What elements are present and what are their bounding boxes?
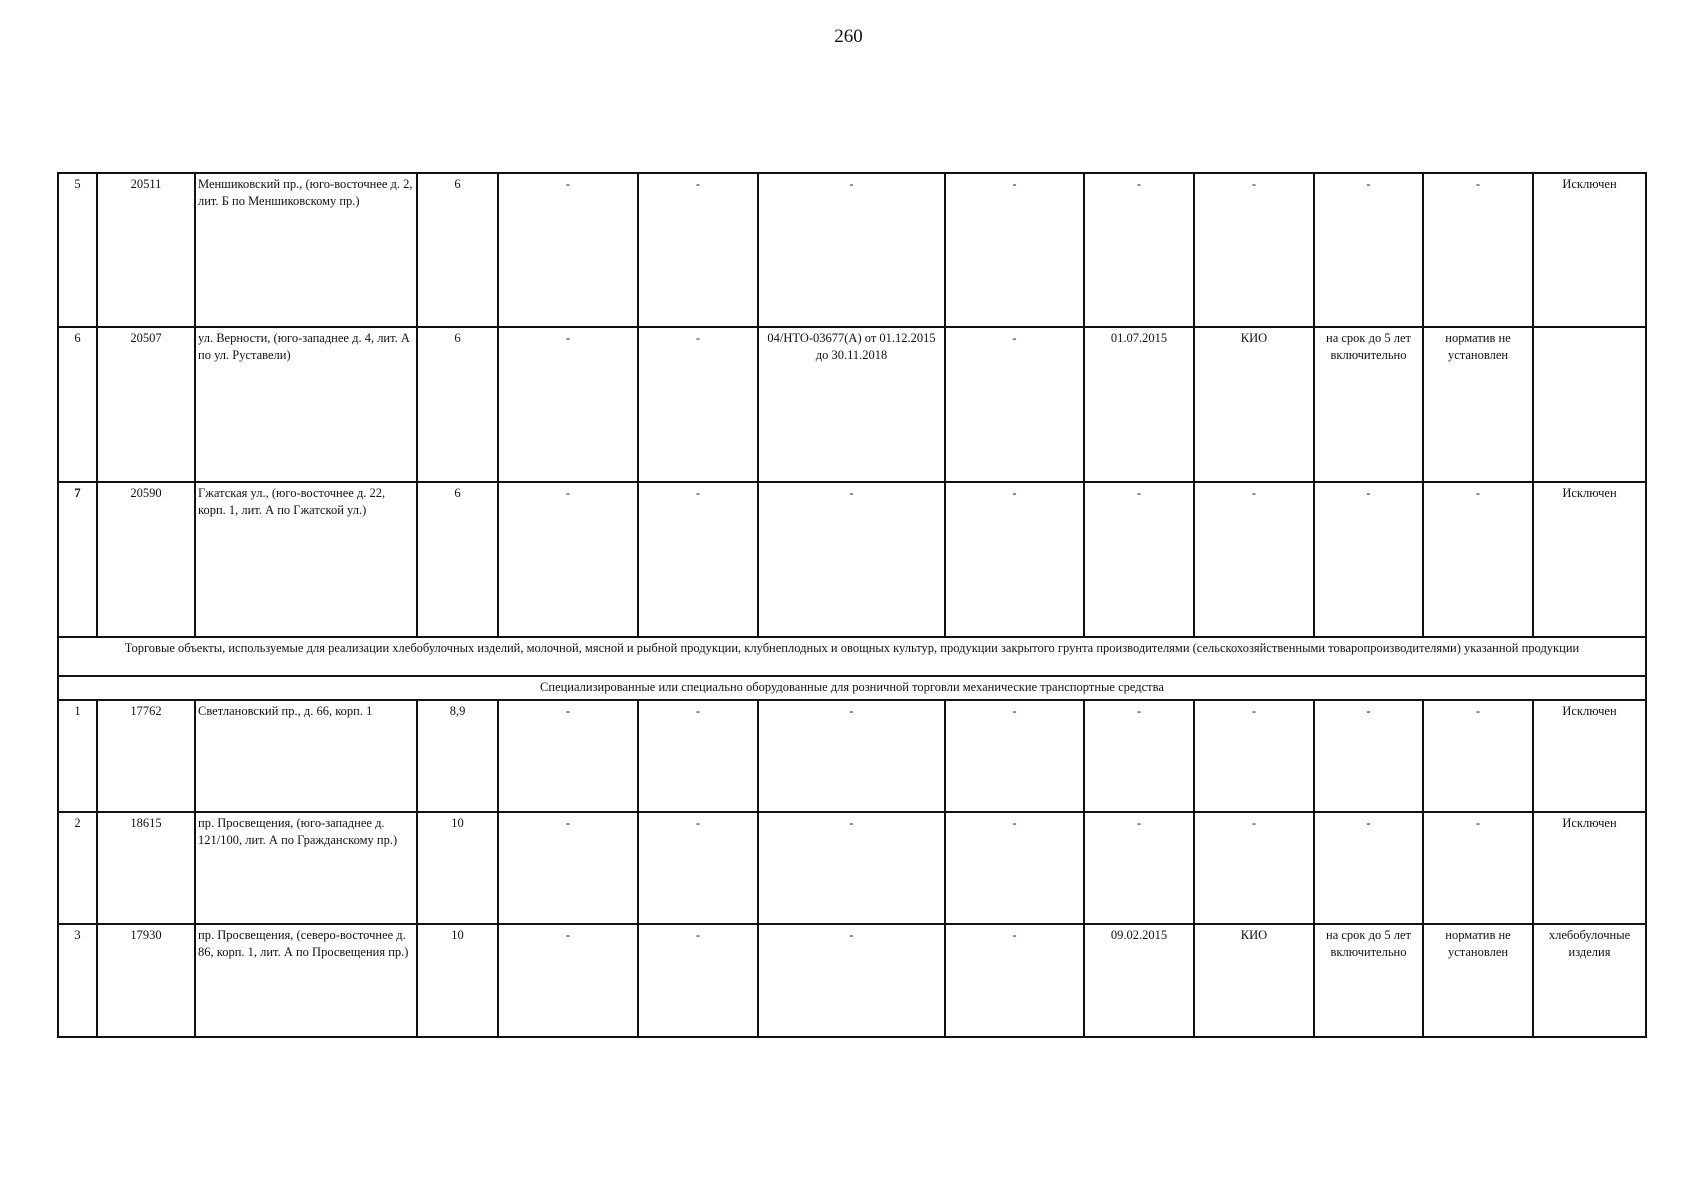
object-address: Меншиковский пр., (юго-восточнее д. 2, лит. Б по Меншиковскому пр.) bbox=[195, 173, 417, 327]
contract-cell: - bbox=[758, 924, 945, 1037]
table-row bbox=[58, 700, 1646, 812]
object-area: 10 bbox=[417, 924, 498, 1037]
row-number: 3 bbox=[58, 924, 97, 1037]
cell-col6: - bbox=[638, 482, 758, 637]
cell-col6: - bbox=[638, 327, 758, 482]
authority-cell: - bbox=[1194, 173, 1314, 327]
object-address: пр. Просвещения, (северо-восточнее д. 86, корп. 1, лит. А по Просвещения пр.) bbox=[195, 924, 417, 1037]
subsection-row bbox=[58, 676, 1646, 700]
cell-col5: - bbox=[498, 327, 638, 482]
table-row bbox=[58, 327, 1646, 482]
table-row bbox=[58, 173, 1646, 327]
term-cell: - bbox=[1314, 173, 1423, 327]
object-id: 20511 bbox=[97, 173, 195, 327]
cell-col6: - bbox=[638, 924, 758, 1037]
term-cell: - bbox=[1314, 482, 1423, 637]
contract-cell: 04/НТО-03677(А) от 01.12.2015 до 30.11.2018 bbox=[758, 327, 945, 482]
norm-cell: - bbox=[1423, 482, 1533, 637]
cell-col8: - bbox=[945, 173, 1084, 327]
registry-table bbox=[57, 172, 1647, 1038]
page-number: 260 bbox=[834, 26, 863, 47]
date-cell: - bbox=[1084, 482, 1194, 637]
cell-col5: - bbox=[498, 924, 638, 1037]
object-area: 10 bbox=[417, 812, 498, 924]
row-number: 7 bbox=[58, 482, 97, 637]
date-cell: 09.02.2015 bbox=[1084, 924, 1194, 1037]
contract-cell: - bbox=[758, 482, 945, 637]
authority-cell: - bbox=[1194, 482, 1314, 637]
cell-col5: - bbox=[498, 812, 638, 924]
row-number: 1 bbox=[58, 700, 97, 812]
table-row bbox=[58, 812, 1646, 924]
row-number: 5 bbox=[58, 173, 97, 327]
table-row bbox=[58, 482, 1646, 637]
date-cell: 01.07.2015 bbox=[1084, 327, 1194, 482]
object-id: 17762 bbox=[97, 700, 195, 812]
note-cell: хлебобулочные изделия bbox=[1533, 924, 1646, 1037]
term-cell: на срок до 5 лет включительно bbox=[1314, 924, 1423, 1037]
note-cell: Исключен bbox=[1533, 812, 1646, 924]
cell-col8: - bbox=[945, 700, 1084, 812]
object-id: 20590 bbox=[97, 482, 195, 637]
contract-cell: - bbox=[758, 173, 945, 327]
date-cell: - bbox=[1084, 700, 1194, 812]
norm-cell: норматив не установлен bbox=[1423, 327, 1533, 482]
cell-col8: - bbox=[945, 482, 1084, 637]
authority-cell: КИО bbox=[1194, 924, 1314, 1037]
row-number: 6 bbox=[58, 327, 97, 482]
authority-cell: - bbox=[1194, 700, 1314, 812]
term-cell: на срок до 5 лет включительно bbox=[1314, 327, 1423, 482]
note-cell bbox=[1533, 327, 1646, 482]
object-id: 18615 bbox=[97, 812, 195, 924]
cell-col8: - bbox=[945, 327, 1084, 482]
object-area: 6 bbox=[417, 173, 498, 327]
norm-cell: норматив не установлен bbox=[1423, 924, 1533, 1037]
norm-cell: - bbox=[1423, 812, 1533, 924]
contract-cell: - bbox=[758, 700, 945, 812]
cell-col8: - bbox=[945, 924, 1084, 1037]
norm-cell: - bbox=[1423, 173, 1533, 327]
cell-col6: - bbox=[638, 700, 758, 812]
term-cell: - bbox=[1314, 700, 1423, 812]
object-area: 8,9 bbox=[417, 700, 498, 812]
subsection-title: Специализированные или специально оборудованные для розничной торговли механические транспортные средства bbox=[58, 676, 1646, 700]
norm-cell: - bbox=[1423, 700, 1533, 812]
date-cell: - bbox=[1084, 173, 1194, 327]
object-area: 6 bbox=[417, 327, 498, 482]
term-cell: - bbox=[1314, 812, 1423, 924]
cell-col5: - bbox=[498, 173, 638, 327]
object-address: пр. Просвещения, (юго-западнее д. 121/100, лит. А по Гражданскому пр.) bbox=[195, 812, 417, 924]
object-address: Гжатская ул., (юго-восточнее д. 22, корп. 1, лит. А по Гжатской ул.) bbox=[195, 482, 417, 637]
object-id: 20507 bbox=[97, 327, 195, 482]
section-title: Торговые объекты, используемые для реализации хлебобулочных изделий, молочной, мясной и рыбной продукции, клубнеплодных и овощных культур, продукции закрытого грунта производителями (сельскохозяйственными товаропроизводителями) указанной продукции bbox=[58, 637, 1646, 676]
section-row bbox=[58, 637, 1646, 676]
object-address: Светлановский пр., д. 66, корп. 1 bbox=[195, 700, 417, 812]
note-cell: Исключен bbox=[1533, 482, 1646, 637]
object-area: 6 bbox=[417, 482, 498, 637]
date-cell: - bbox=[1084, 812, 1194, 924]
authority-cell: КИО bbox=[1194, 327, 1314, 482]
note-cell: Исключен bbox=[1533, 173, 1646, 327]
object-address: ул. Верности, (юго-западнее д. 4, лит. А по ул. Руставели) bbox=[195, 327, 417, 482]
object-id: 17930 bbox=[97, 924, 195, 1037]
table-row bbox=[58, 924, 1646, 1037]
note-cell: Исключен bbox=[1533, 700, 1646, 812]
cell-col6: - bbox=[638, 173, 758, 327]
cell-col8: - bbox=[945, 812, 1084, 924]
row-number: 2 bbox=[58, 812, 97, 924]
cell-col6: - bbox=[638, 812, 758, 924]
cell-col5: - bbox=[498, 700, 638, 812]
contract-cell: - bbox=[758, 812, 945, 924]
cell-col5: - bbox=[498, 482, 638, 637]
authority-cell: - bbox=[1194, 812, 1314, 924]
